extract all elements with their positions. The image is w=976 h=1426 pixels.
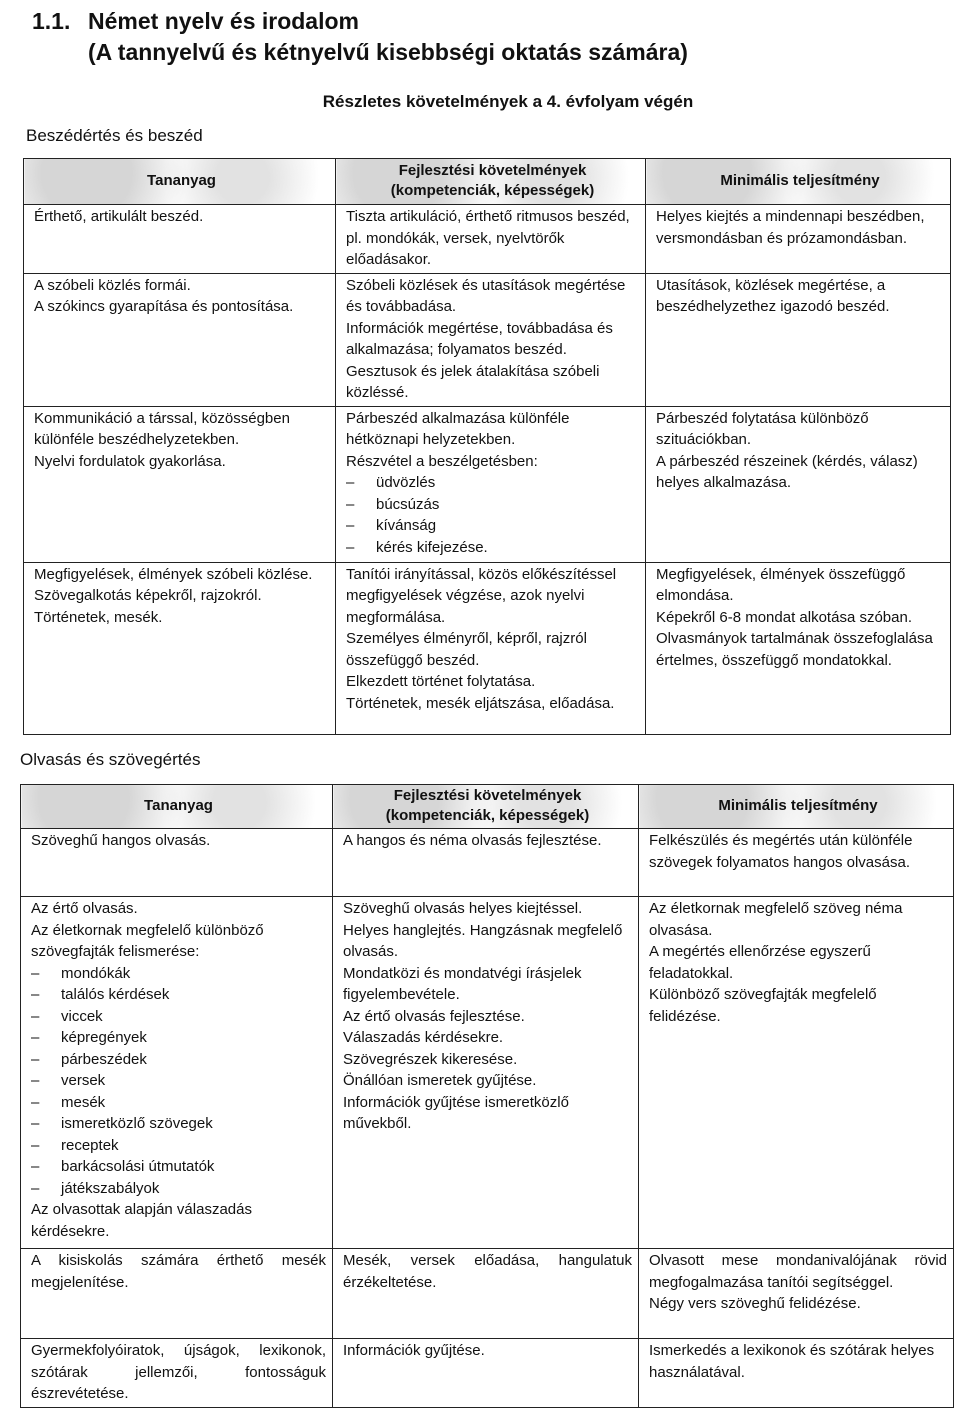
cell-fejlesztesi: [336, 273, 646, 406]
cell-text: Elkezdett történet folytatása.: [346, 673, 536, 690]
list-item: – mondókák: [31, 963, 326, 985]
cell-text: Szöveghű hangos olvasás.: [31, 832, 211, 849]
subtitle: Részletes követelmények a 4. évfolyam végén: [322, 92, 694, 111]
cell-text: Az olvasottak alapján válaszadás kérdésekre.: [31, 1201, 252, 1240]
cell-tananyag: [21, 1339, 333, 1408]
header-fejlesztesi: [333, 785, 639, 829]
dash-list: [346, 472, 639, 558]
cell-text: Négy vers szöveghű felidézése.: [649, 1295, 861, 1312]
cell-text: Válaszadás kérdésekre.: [343, 1029, 504, 1046]
section-title-1: Beszédértés és beszéd: [26, 126, 203, 145]
cell-text: Ismerkedés a lexikonok és szótárak helyes használatával.: [649, 1342, 935, 1381]
cell-text: Szöveghű olvasás helyes kiejtéssel. Helyes hanglejtés. Hangzásnak megfelelő olvasás.: [343, 900, 623, 960]
cell-text: Párbeszéd folytatása különböző szituációkban.: [656, 409, 869, 448]
cell-text: Kommunikáció a társsal, közösségben különféle beszédhelyzetekben.: [34, 409, 290, 448]
table-header-row: [24, 159, 951, 205]
cell-text: Önállóan ismeretek gyűjtése.: [343, 1072, 537, 1089]
table-row: [24, 205, 951, 274]
title-line-2: (A tannyelvű és kétnyelvű kisebbségi oktatás számára): [88, 39, 688, 65]
cell-text: Történetek, mesék eljátszása, előadása.: [346, 694, 615, 712]
table-row: [21, 1339, 954, 1408]
cell-tananyag: [24, 562, 336, 734]
list-item: – mesék: [31, 1092, 326, 1114]
cell-fejlesztesi: [336, 562, 646, 734]
cell-text: Szóbeli közlések és utasítások megértése és továbbadása.: [346, 276, 626, 315]
cell-fejlesztesi: [336, 406, 646, 562]
cell-text: Az életkornak megfelelő különböző szövegfajták felismerése:: [31, 921, 264, 960]
cell-tananyag: [21, 829, 333, 897]
cell-text: Olvasott mese mondanivalójának rövid megfogalmazása tanítói segítséggel.: [649, 1252, 947, 1291]
cell-text: Információk megértése, továbbadása és alkalmazása; folyamatos beszéd. Gesztusok és jelek átalakítása szóbeli közléssé.: [346, 319, 613, 401]
cell-text: Információk gyűjtése ismeretközlő művekből.: [343, 1093, 569, 1132]
cell-text: Képekről 6-8 mondat alkotása szóban.: [656, 608, 912, 626]
cell-tananyag: [21, 1249, 333, 1339]
cell-text: Tiszta artikuláció, érthető ritmusos beszéd, pl. mondókák, versek, nyelvtörők előadásakor.: [346, 208, 630, 268]
cell-text: Szövegalkotás képekről, rajzokról.: [34, 587, 262, 604]
list-item: – búcsúzás: [346, 494, 639, 516]
cell-minimalis: [646, 273, 951, 406]
list-item: – viccek: [31, 1006, 326, 1028]
cell-minimalis: [646, 562, 951, 734]
list-item: – ismeretközlő szövegek: [31, 1113, 326, 1135]
chapter-number: 1.1.: [32, 8, 71, 34]
list-item: – játékszabályok: [31, 1178, 326, 1200]
cell-text: Részvétel a beszélgetésben:: [346, 452, 538, 470]
cell-text: A hangos és néma olvasás fejlesztése.: [343, 832, 602, 849]
cell-text: Szövegrészek kikeresése.: [343, 1050, 518, 1068]
cell-text: A szóbeli közlés formái.: [34, 276, 191, 294]
cell-tananyag: [24, 273, 336, 406]
list-item: – kérés kifejezése.: [346, 537, 639, 559]
table-header-row: [21, 785, 954, 829]
list-item: – képregények: [31, 1027, 326, 1049]
list-item: – kívánság: [346, 515, 639, 537]
list-item: – receptek: [31, 1135, 326, 1157]
header-fejlesztesi-line2: (kompetenciák, képességek): [390, 182, 595, 199]
cell-text: Olvasmányok tartalmának összefoglalása értelmes, összefüggő mondatokkal.: [656, 630, 933, 669]
cell-tananyag: [24, 406, 336, 562]
cell-text: Tanítói irányítással, közös előkészítéssel megfigyelések végzése, azok nyelvi megformálása.: [346, 565, 617, 626]
cell-text: A kisiskolás számára érthető mesék megjelenítése.: [31, 1252, 326, 1291]
cell-fejlesztesi: [333, 1339, 639, 1408]
list-item: – üdvözlés: [346, 472, 639, 494]
cell-text: Információk gyűjtése.: [343, 1342, 485, 1359]
cell-text: A szókincs gyarapítása és pontosítása.: [34, 298, 294, 315]
list-item: – barkácsolási útmutatók: [31, 1156, 326, 1178]
cell-text: Az értő olvasás.: [31, 900, 138, 917]
cell-text: Érthető, artikulált beszéd.: [34, 208, 204, 225]
cell-minimalis: [646, 205, 951, 274]
table-row: [21, 829, 954, 897]
cell-text: Személyes élményről, képről, rajzról összefüggő beszéd.: [346, 630, 587, 669]
cell-fejlesztesi: [333, 829, 639, 897]
cell-text: Helyes kiejtés a mindennapi beszédben, versmondásban és prózamondásban.: [656, 208, 925, 247]
table-row: [21, 897, 954, 1249]
cell-text: Mesék, versek előadása, hangulatuk érzékeltetése.: [343, 1252, 632, 1291]
cell-text: Gyermekfolyóiratok, újságok, lexikonok, szótárak jellemzői, fontosságuk észrevétetése.: [31, 1342, 326, 1402]
table-row: [21, 1249, 954, 1339]
header-fejlesztesi-line1: Fejlesztési követelmények: [398, 162, 587, 179]
dash-list: [31, 963, 326, 1200]
cell-text: Utasítások, közlések megértése, a beszédhelyzethez igazodó beszéd.: [656, 276, 890, 315]
cell-minimalis: [639, 1339, 954, 1408]
page-title: [32, 6, 688, 68]
cell-text: Az értő olvasás fejlesztése.: [343, 1007, 525, 1025]
header-tananyag: Tananyag: [21, 785, 333, 829]
cell-fejlesztesi: [333, 1249, 639, 1339]
cell-text: Megfigyelések, élmények összefüggő elmondása.: [656, 565, 906, 604]
section-title-2: Olvasás és szövegértés: [20, 750, 201, 769]
cell-minimalis: [639, 1249, 954, 1339]
cell-text: A párbeszéd részeinek (kérdés, válasz) helyes alkalmazása.: [656, 452, 918, 491]
table-row: [24, 406, 951, 562]
cell-text: Párbeszéd alkalmazása különféle hétköznapi helyzetekben.: [346, 409, 570, 448]
list-item: – párbeszédek: [31, 1049, 326, 1071]
cell-text: Mondatközi és mondatvégi írásjelek figyelembevétele.: [343, 964, 582, 1003]
cell-text: Felkészülés és megértés után különféle szövegek folyamatos hangos olvasása.: [649, 832, 913, 871]
cell-text: Az életkornak megfelelő szöveg néma olvasása.: [649, 900, 903, 939]
list-item: – találós kérdések: [31, 984, 326, 1006]
header-minimalis: Minimális teljesítmény: [639, 785, 954, 829]
cell-minimalis: [639, 829, 954, 897]
table-olvasas: [20, 784, 954, 1408]
header-fejlesztesi-line2: (kompetenciák, képességek): [385, 807, 590, 824]
cell-text: Megfigyelések, élmények szóbeli közlése.: [34, 565, 313, 583]
cell-fejlesztesi: [336, 205, 646, 274]
cell-text: Nyelvi fordulatok gyakorlása.: [34, 452, 226, 470]
title-line-1: Német nyelv és irodalom: [88, 8, 359, 34]
cell-minimalis: [646, 406, 951, 562]
cell-fejlesztesi: [333, 897, 639, 1249]
header-fejlesztesi: [336, 159, 646, 205]
header-minimalis: Minimális teljesítmény: [646, 159, 951, 205]
cell-tananyag: [24, 205, 336, 274]
cell-minimalis: [639, 897, 954, 1249]
cell-text: Történetek, mesék.: [34, 608, 163, 626]
header-tananyag: Tananyag: [24, 159, 336, 205]
header-fejlesztesi-line1: Fejlesztési követelmények: [393, 787, 582, 804]
table-row: [24, 273, 951, 406]
cell-tananyag: [21, 897, 333, 1249]
cell-text: Különböző szövegfajták megfelelő felidézése.: [649, 986, 877, 1025]
table-row: [24, 562, 951, 734]
table-beszed: [23, 158, 951, 735]
list-item: – versek: [31, 1070, 326, 1092]
cell-text: A megértés ellenőrzése egyszerű feladatokkal.: [649, 943, 871, 982]
